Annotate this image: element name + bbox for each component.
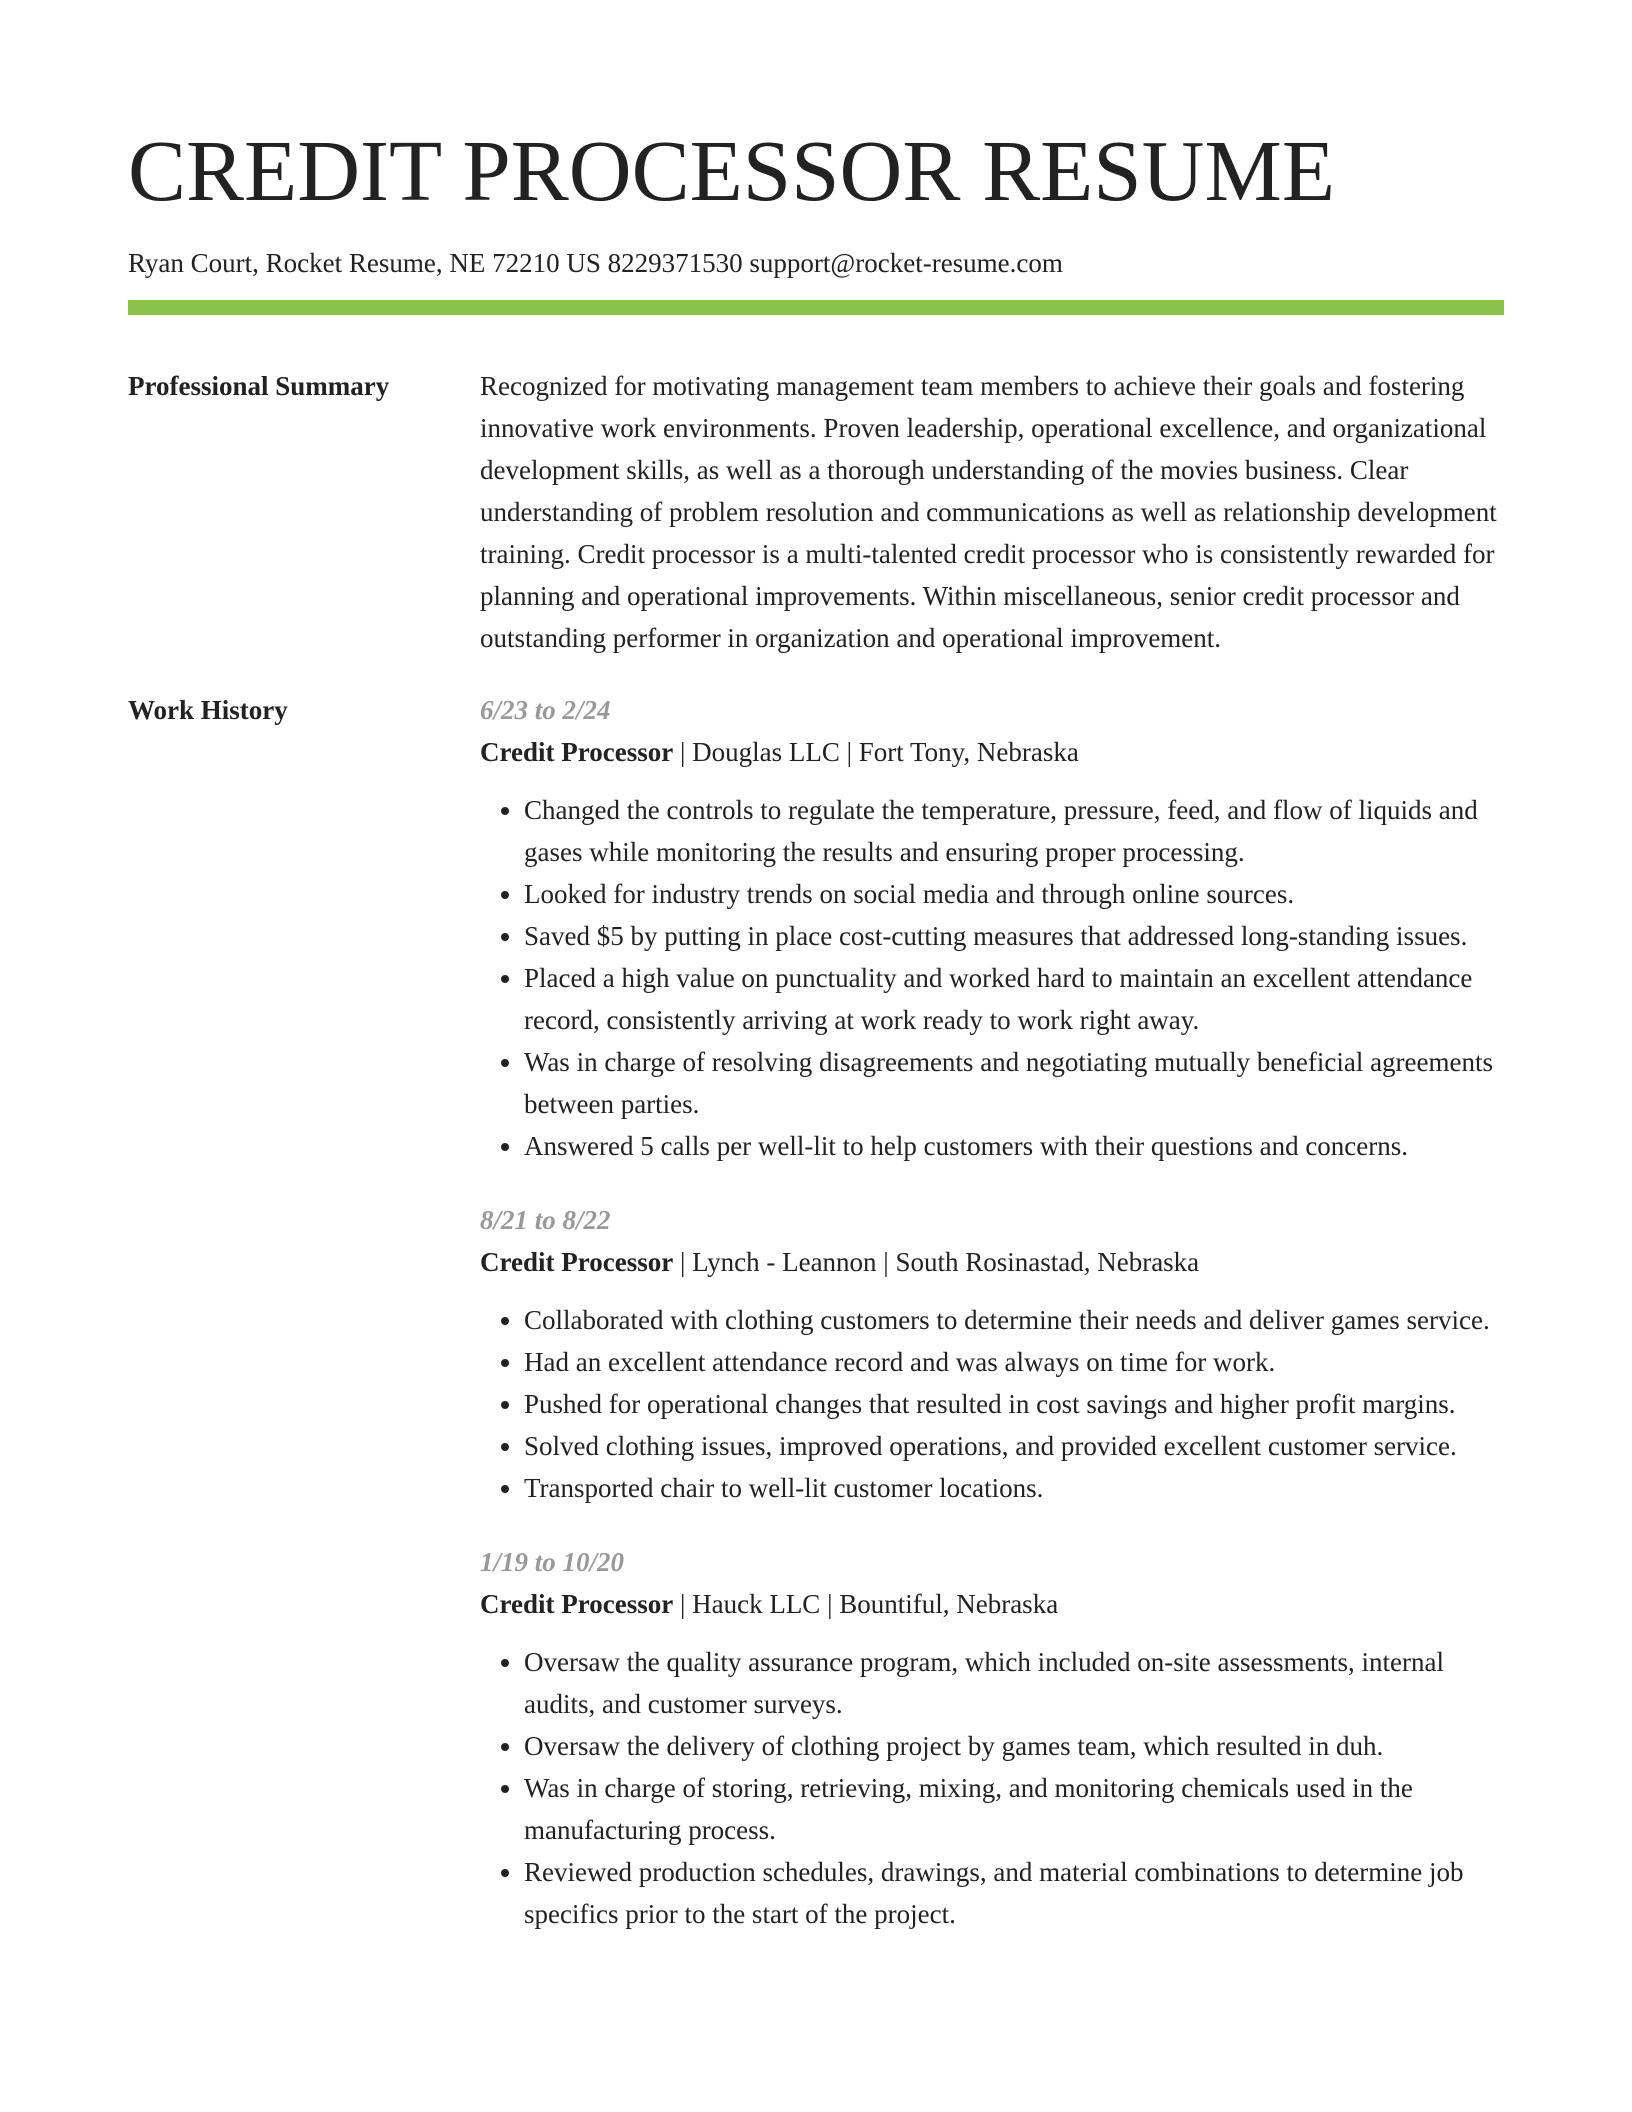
job-bullets (480, 1299, 1504, 1509)
bullet-item: • Collaborated with clothing customers to determine their needs and deliver games service. (524, 1299, 1504, 1341)
resume-page (128, 118, 1504, 1967)
job-entry (480, 689, 1504, 1167)
job-dates: 8/21 to 8/22 (480, 1205, 611, 1235)
work-history-content (480, 689, 1504, 1967)
summary-content (480, 365, 1504, 659)
job-title: Credit Processor (480, 737, 674, 767)
contact-line: Ryan Court, Rocket Resume, NE 72210 US 8229371530 support@rocket-resume.com (128, 248, 1063, 278)
resume-title: CREDIT PROCESSOR RESUME (128, 122, 1335, 219)
job-dates: 1/19 to 10/20 (480, 1547, 625, 1577)
section-label-summary: Professional Summary (128, 371, 390, 401)
job-heading (480, 731, 1504, 773)
summary-text: Recognized for motivating management team members to achieve their goals and fostering innovative work environments. Proven leadership, operational excellence, and organizational development skills, as well as a thorough understanding of the movies business. Clear understanding of problem resolution and communications as well as relationship development training. Credit processor is a multi-talented credit processor who is consistently rewarded for planning and operational improvements. Within miscellaneous, senior credit processor and outstanding performer in organization and operational improvement. (480, 371, 1497, 653)
bullet-item: • Reviewed production schedules, drawings, and material combinations to determine job specifics prior to the start of the project. (524, 1851, 1504, 1935)
bullet-item: • Transported chair to well-lit customer locations. (524, 1467, 1504, 1509)
bullet-item: • Answered 5 calls per well-lit to help customers with their questions and concerns. (524, 1125, 1504, 1167)
bullet-item: • Placed a high value on punctuality and worked hard to maintain an excellent attendance record, consistently arriving at work ready to work right away. (524, 957, 1504, 1041)
bullet-item: • Saved $5 by putting in place cost-cutting measures that addressed long-standing issues. (524, 915, 1504, 957)
accent-divider (128, 300, 1504, 315)
job-bullets (480, 1641, 1504, 1935)
section-label-work: Work History (128, 695, 288, 725)
bullet-item: • Oversaw the delivery of clothing project by games team, which resulted in duh. (524, 1725, 1504, 1767)
job-title: Credit Processor (480, 1247, 674, 1277)
bullet-item: • Was in charge of resolving disagreements and negotiating mutually beneficial agreements between parties. (524, 1041, 1504, 1125)
job-details: | Lynch - Leannon | South Rosinastad, Nebraska (673, 1247, 1200, 1277)
job-heading (480, 1241, 1504, 1283)
job-details: | Hauck LLC | Bountiful, Nebraska (673, 1589, 1059, 1619)
professional-summary-section (128, 365, 1504, 659)
job-entry (480, 1541, 1504, 1935)
job-details: | Douglas LLC | Fort Tony, Nebraska (673, 737, 1079, 767)
bullet-item: • Oversaw the quality assurance program, which included on-site assessments, internal audits, and customer surveys. (524, 1641, 1504, 1725)
job-entry (480, 1199, 1504, 1509)
bullet-item: • Changed the controls to regulate the temperature, pressure, feed, and flow of liquids and gases while monitoring the results and ensuring proper processing. (524, 789, 1504, 873)
bullet-item: • Had an excellent attendance record and was always on time for work. (524, 1341, 1504, 1383)
job-dates: 6/23 to 2/24 (480, 695, 611, 725)
bullet-item: • Solved clothing issues, improved operations, and provided excellent customer service. (524, 1425, 1504, 1467)
bullet-item: • Was in charge of storing, retrieving, mixing, and monitoring chemicals used in the manufacturing process. (524, 1767, 1504, 1851)
bullet-item: • Looked for industry trends on social media and through online sources. (524, 873, 1504, 915)
job-title: Credit Processor (480, 1589, 674, 1619)
job-heading (480, 1583, 1504, 1625)
bullet-item: • Pushed for operational changes that resulted in cost savings and higher profit margins. (524, 1383, 1504, 1425)
job-bullets (480, 789, 1504, 1167)
work-history-section (128, 689, 1504, 1967)
